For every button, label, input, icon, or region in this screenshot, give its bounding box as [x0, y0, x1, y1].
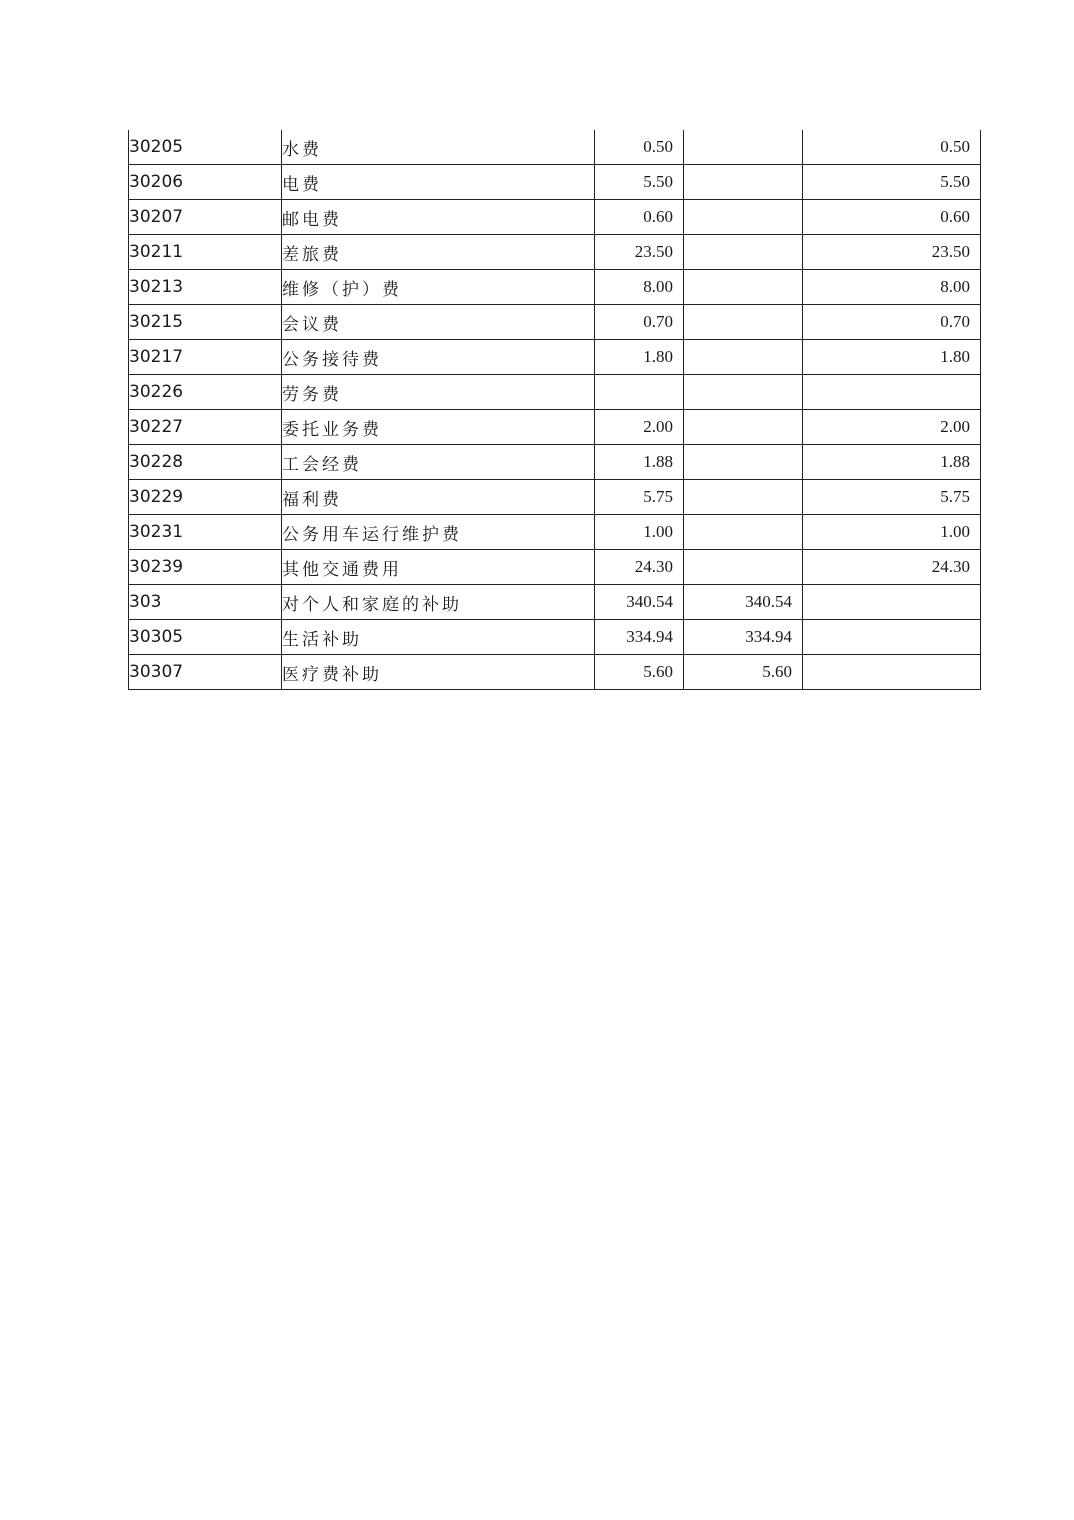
- item-name-cell: 医疗费补助: [282, 655, 595, 690]
- basic-expenditure-cell: [684, 235, 803, 270]
- basic-expenditure-cell: [684, 270, 803, 305]
- table-row: [129, 200, 981, 235]
- project-expenditure-cell: 8.00: [803, 270, 981, 305]
- item-name-cell: 劳务费: [282, 375, 595, 410]
- table-row: [129, 445, 981, 480]
- total-amount-cell: 1.80: [595, 340, 684, 375]
- item-name-cell: 公务接待费: [282, 340, 595, 375]
- table-row: [129, 585, 981, 620]
- total-amount-cell: 0.70: [595, 305, 684, 340]
- item-name-cell: 委托业务费: [282, 410, 595, 445]
- table-body: [129, 130, 981, 690]
- basic-expenditure-cell: [684, 130, 803, 165]
- total-amount-cell: 24.30: [595, 550, 684, 585]
- project-expenditure-cell: 5.50: [803, 165, 981, 200]
- project-expenditure-cell: 5.75: [803, 480, 981, 515]
- project-expenditure-cell: 0.70: [803, 305, 981, 340]
- economic-code-cell: 30239: [129, 550, 282, 585]
- total-amount-cell: 1.88: [595, 445, 684, 480]
- total-amount-cell: 23.50: [595, 235, 684, 270]
- item-name-cell: 维修（护）费: [282, 270, 595, 305]
- basic-expenditure-cell: 5.60: [684, 655, 803, 690]
- table-row: [129, 235, 981, 270]
- economic-code-cell: 30226: [129, 375, 282, 410]
- item-name-cell: 工会经费: [282, 445, 595, 480]
- total-amount-cell: 2.00: [595, 410, 684, 445]
- economic-code-cell: 30207: [129, 200, 282, 235]
- item-name-cell: 会议费: [282, 305, 595, 340]
- project-expenditure-cell: 0.50: [803, 130, 981, 165]
- total-amount-cell: 5.75: [595, 480, 684, 515]
- project-expenditure-cell: [803, 620, 981, 655]
- item-name-cell: 生活补助: [282, 620, 595, 655]
- total-amount-cell: 340.54: [595, 585, 684, 620]
- table-row: [129, 165, 981, 200]
- project-expenditure-cell: 1.88: [803, 445, 981, 480]
- item-name-cell: 其他交通费用: [282, 550, 595, 585]
- project-expenditure-cell: [803, 585, 981, 620]
- basic-expenditure-cell: [684, 165, 803, 200]
- total-amount-cell: 5.50: [595, 165, 684, 200]
- economic-code-cell: 30217: [129, 340, 282, 375]
- project-expenditure-cell: 0.60: [803, 200, 981, 235]
- table-row: [129, 270, 981, 305]
- table-row: [129, 480, 981, 515]
- basic-expenditure-cell: [684, 550, 803, 585]
- item-name-cell: 水费: [282, 130, 595, 165]
- basic-expenditure-cell: 340.54: [684, 585, 803, 620]
- item-name-cell: 对个人和家庭的补助: [282, 585, 595, 620]
- economic-code-cell: 30228: [129, 445, 282, 480]
- item-name-cell: 差旅费: [282, 235, 595, 270]
- project-expenditure-cell: 1.00: [803, 515, 981, 550]
- economic-code-cell: 30205: [129, 130, 282, 165]
- total-amount-cell: [595, 375, 684, 410]
- economic-code-cell: 303: [129, 585, 282, 620]
- project-expenditure-cell: 23.50: [803, 235, 981, 270]
- table-row: [129, 305, 981, 340]
- project-expenditure-cell: 1.80: [803, 340, 981, 375]
- basic-expenditure-cell: [684, 200, 803, 235]
- total-amount-cell: 334.94: [595, 620, 684, 655]
- item-name-cell: 邮电费: [282, 200, 595, 235]
- economic-code-cell: 30231: [129, 515, 282, 550]
- total-amount-cell: 0.50: [595, 130, 684, 165]
- basic-expenditure-cell: [684, 480, 803, 515]
- budget-expenditure-table: [128, 130, 981, 690]
- basic-expenditure-cell: [684, 445, 803, 480]
- table-row: [129, 130, 981, 165]
- economic-code-cell: 30206: [129, 165, 282, 200]
- basic-expenditure-cell: [684, 375, 803, 410]
- total-amount-cell: 8.00: [595, 270, 684, 305]
- total-amount-cell: 0.60: [595, 200, 684, 235]
- project-expenditure-cell: 24.30: [803, 550, 981, 585]
- basic-expenditure-cell: [684, 410, 803, 445]
- item-name-cell: 福利费: [282, 480, 595, 515]
- project-expenditure-cell: 2.00: [803, 410, 981, 445]
- table-row: [129, 515, 981, 550]
- economic-code-cell: 30307: [129, 655, 282, 690]
- economic-code-cell: 30213: [129, 270, 282, 305]
- item-name-cell: 公务用车运行维护费: [282, 515, 595, 550]
- economic-code-cell: 30215: [129, 305, 282, 340]
- economic-code-cell: 30227: [129, 410, 282, 445]
- item-name-cell: 电费: [282, 165, 595, 200]
- basic-expenditure-cell: 334.94: [684, 620, 803, 655]
- economic-code-cell: 30305: [129, 620, 282, 655]
- project-expenditure-cell: [803, 375, 981, 410]
- table-row: [129, 655, 981, 690]
- table-row: [129, 620, 981, 655]
- basic-expenditure-cell: [684, 515, 803, 550]
- total-amount-cell: 1.00: [595, 515, 684, 550]
- basic-expenditure-cell: [684, 305, 803, 340]
- total-amount-cell: 5.60: [595, 655, 684, 690]
- table-row: [129, 410, 981, 445]
- basic-expenditure-cell: [684, 340, 803, 375]
- table-row: [129, 340, 981, 375]
- project-expenditure-cell: [803, 655, 981, 690]
- table-row: [129, 550, 981, 585]
- economic-code-cell: 30211: [129, 235, 282, 270]
- table-row: [129, 375, 981, 410]
- economic-code-cell: 30229: [129, 480, 282, 515]
